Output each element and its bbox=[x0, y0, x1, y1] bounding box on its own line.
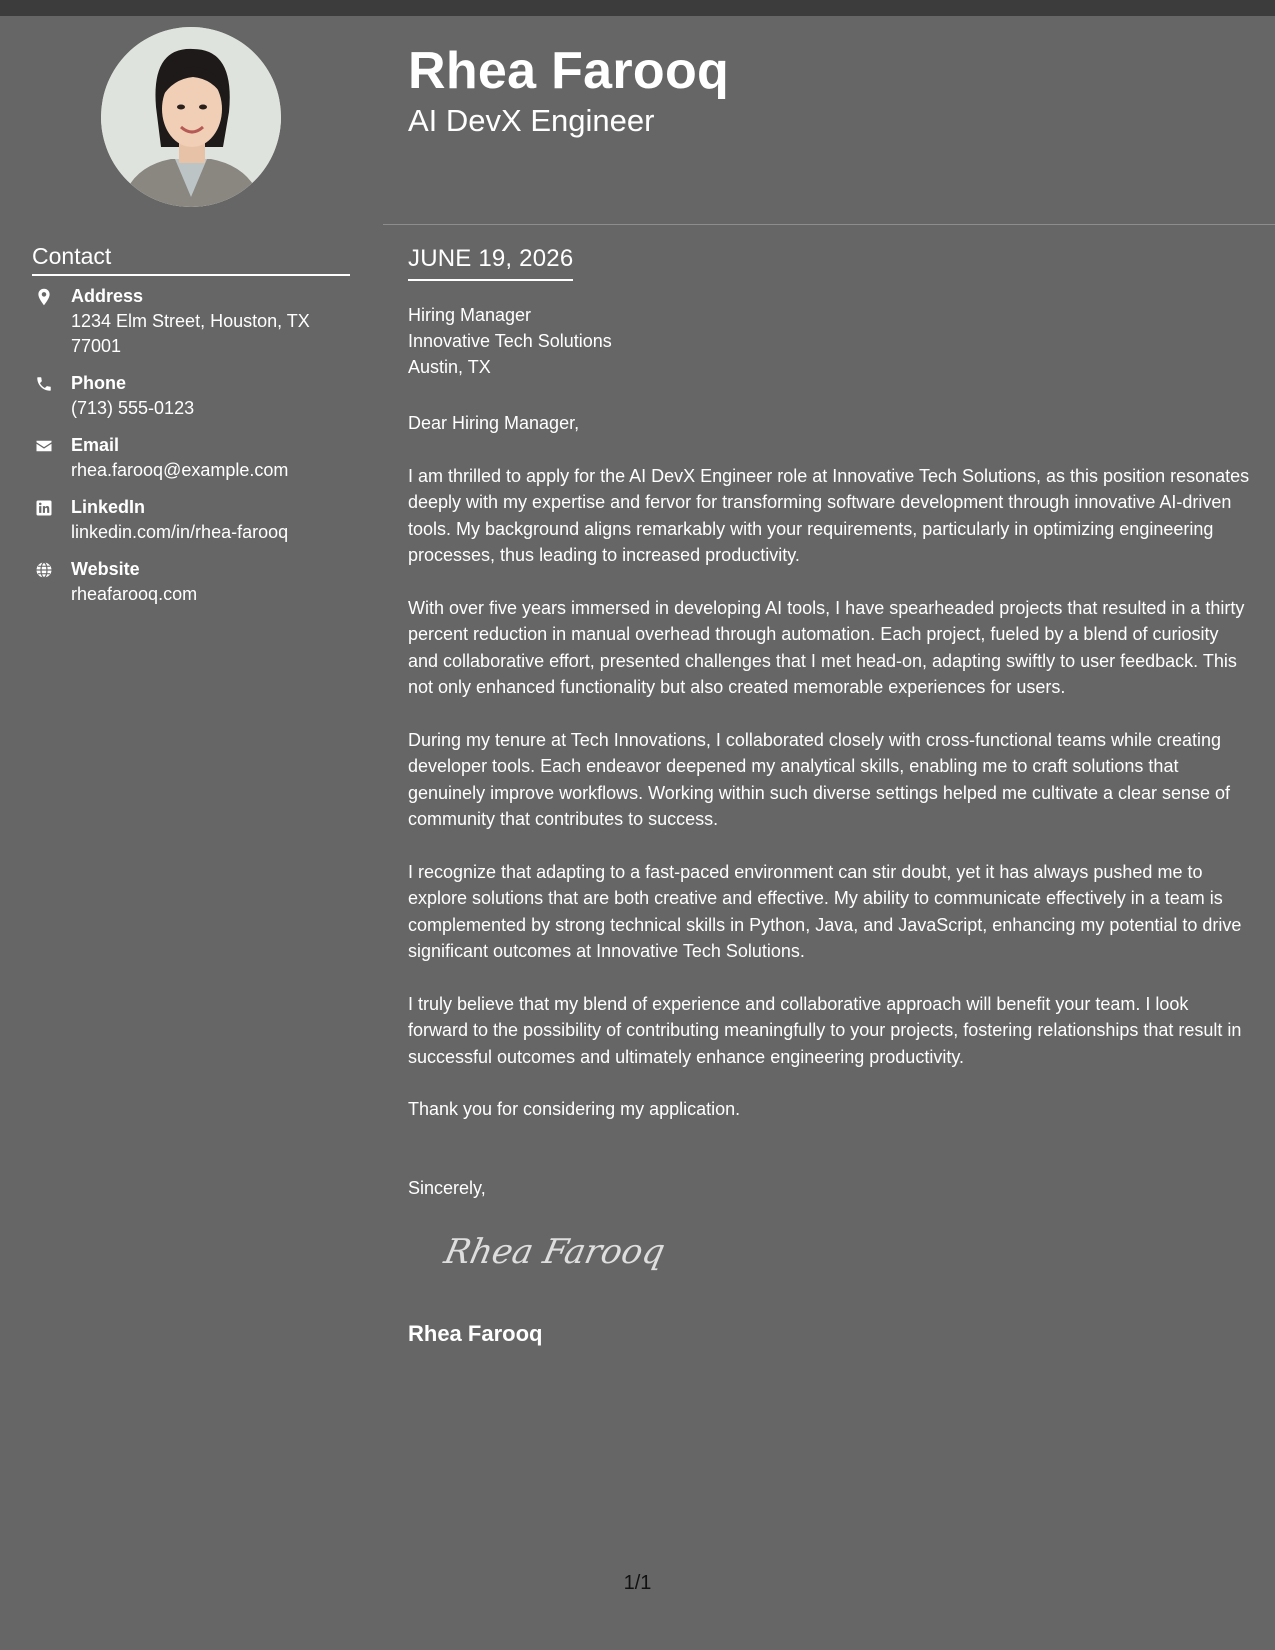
applicant-name: Rhea Farooq bbox=[408, 42, 730, 100]
header-divider bbox=[383, 224, 1275, 225]
letter-paragraph: With over five years immersed in developing AI tools, I have spearheaded projects that resulted in a thirty percent reduction in manual overhead through automation. Each project, fueled by a blend of curiosity and collaborative effort, presented challenges that I met head-on, adapting swiftly to user feedback. This not only enhanced functionality but also created memorable experiences for users. bbox=[408, 597, 1245, 697]
profile-photo bbox=[101, 27, 281, 207]
letter-paragraph: During my tenure at Tech Innovations, I collaborated closely with cross-functional teams while creating developer tools. Each endeavor deepened my analytical skills, enabling me to craft solutions that genuinely improve workflows. Working within such diverse settings helped me cultivate a clear sense of community that contributes to success. bbox=[408, 729, 1231, 829]
contact-item-website bbox=[32, 557, 352, 607]
top-bar bbox=[0, 0, 1275, 16]
contact-list bbox=[32, 284, 352, 619]
contact-value: linkedin.com/in/rhea-farooq bbox=[71, 522, 289, 542]
recipient-block bbox=[408, 302, 612, 380]
envelope-icon bbox=[35, 437, 53, 455]
contact-heading: Contact bbox=[32, 241, 350, 276]
phone-icon bbox=[35, 375, 53, 393]
contact-value: (713) 555-0123 bbox=[71, 398, 195, 418]
recipient-line: Austin, TX bbox=[408, 357, 491, 377]
letter-paragraph: I truly believe that my blend of experience and collaborative approach will benefit your team. I look forward to the possibility of contributing meaningfully to your projects, fostering relationships that result in successful outcomes and ultimately enhance engineering productivity. bbox=[408, 993, 1242, 1067]
contact-value: rhea.farooq@example.com bbox=[71, 460, 289, 480]
contact-label: Phone bbox=[71, 373, 127, 393]
letter-paragraph: I am thrilled to apply for the AI DevX Engineer role at Innovative Tech Solutions, as this position resonates deeply with my expertise and fervor for transforming software development through innovative AI-driven tools. My background aligns remarkably with your requirements, particularly in optimizing engineering processes, thus leading to increased productivity. bbox=[408, 465, 1250, 565]
recipient-line: Innovative Tech Solutions bbox=[408, 331, 612, 351]
sidebar bbox=[0, 16, 383, 1650]
signature: Rhea Farooq bbox=[440, 1232, 669, 1272]
salutation: Dear Hiring Manager, bbox=[408, 413, 580, 433]
contact-label: LinkedIn bbox=[71, 497, 146, 517]
signed-name: Rhea Farooq bbox=[408, 1321, 543, 1346]
contact-item-email bbox=[32, 433, 352, 483]
letter-body bbox=[408, 410, 1253, 1149]
globe-icon bbox=[35, 561, 53, 579]
letter-paragraph: I recognize that adapting to a fast-paced environment can stir doubt, yet it has always pushed me to explore solutions that are both creative and effective. My ability to communicate effectively in a team is complemented by strong technical skills in Python, Java, and JavaScript, enhancing my potential to drive significant outcomes at Innovative Tech Solutions. bbox=[408, 861, 1242, 961]
job-title: AI DevX Engineer bbox=[408, 103, 655, 138]
linkedin-icon bbox=[35, 499, 53, 517]
letter-date: JUNE 19, 2026 bbox=[408, 243, 573, 281]
letter-paragraph: Thank you for considering my application. bbox=[408, 1099, 741, 1119]
contact-item-address bbox=[32, 284, 352, 359]
recipient-line: Hiring Manager bbox=[408, 305, 532, 325]
contact-value: rheafarooq.com bbox=[71, 584, 198, 604]
contact-label: Email bbox=[71, 435, 120, 455]
contact-item-phone bbox=[32, 371, 352, 421]
contact-label: Website bbox=[71, 559, 140, 579]
map-pin-icon bbox=[35, 288, 53, 306]
page-number: 1/1 bbox=[623, 1572, 652, 1594]
closing: Sincerely, bbox=[408, 1178, 486, 1198]
contact-label: Address bbox=[71, 286, 144, 306]
contact-value: 1234 Elm Street, Houston, TX 77001 bbox=[71, 311, 310, 356]
contact-item-linkedin bbox=[32, 495, 352, 545]
